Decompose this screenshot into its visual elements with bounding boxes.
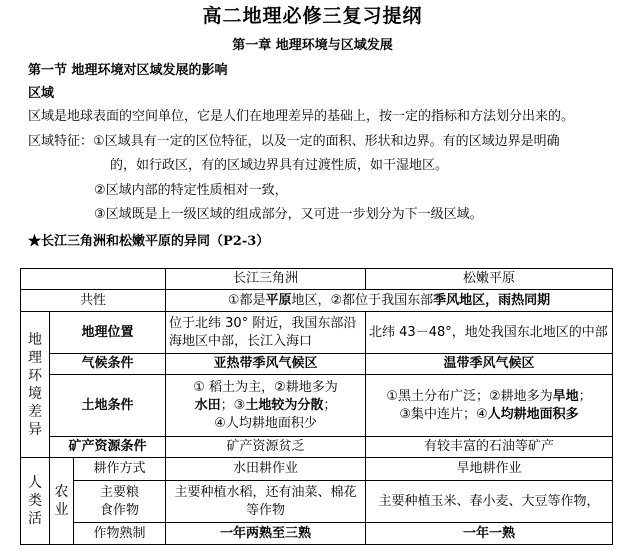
region-definition: 区域是地球表面的空间单位，它是人们在地理差异的基础上，按一定的指标和方法划分出来的。 — [28, 109, 575, 124]
comparison-table — [20, 268, 613, 545]
header-songnen: 松嫩平原 — [366, 269, 613, 290]
ripening-label: 作物熟制 — [74, 523, 166, 545]
common-label: 共性 — [21, 290, 166, 312]
feature-1a: ①区域具有一定的区位特征，以及一定的面积、形状和边界。有的区域边界是明确 — [93, 134, 560, 149]
feature-3: ③区域既是上一级区域的组成部分，又可进一步划分为下一级区域。 — [94, 207, 483, 222]
document-title: 高二地理必修三复习提纲 — [202, 5, 423, 27]
group-agriculture: 农 业 — [50, 458, 74, 545]
group-env-diff: 地 理 环 境 差 异 — [21, 312, 50, 458]
climate-label: 气候条件 — [50, 354, 166, 375]
table-row-common — [21, 290, 613, 312]
table-row-climate — [21, 354, 613, 375]
location-yangtze: 位于北纬 30° 附近，我国东部沿海地区中部，长江入海口 — [166, 312, 366, 354]
group-human-activity: 人 类 活 — [21, 458, 50, 545]
table-header-row — [21, 269, 613, 290]
location-songnen: 北纬 43－48°，地处我国东北地区的中部 — [366, 312, 613, 354]
table-row-mineral — [21, 437, 613, 458]
table-row-land — [21, 375, 613, 437]
ripening-songnen: 一年一熟 — [366, 523, 613, 545]
crops-songnen: 主要种植玉米、春小麦、大豆等作物， — [366, 481, 613, 523]
mineral-yangtze: 矿产资源贫乏 — [166, 437, 366, 458]
feature-2: ②区域内部的特定性质相对一致， — [94, 183, 288, 198]
farming-songnen: 旱地耕作业 — [366, 458, 613, 481]
land-yangtze: ① 稻土为主，②耕地多为 水田；③土地较为分散； ④人均耕地面积少 — [166, 375, 366, 437]
table-row-crops — [21, 481, 613, 523]
chapter-heading: 第一章 地理环境与区域发展 — [232, 38, 393, 53]
table-row-ripening — [21, 523, 613, 545]
topic-heading: 区域 — [28, 86, 55, 101]
region-features-line-1 — [28, 132, 560, 152]
section-heading: 第一节 地理环境对区域发展的影响 — [28, 63, 228, 78]
climate-songnen: 温带季风气候区 — [366, 354, 613, 375]
table-row-farming — [21, 458, 613, 481]
mineral-songnen: 有较丰富的石油等矿产 — [366, 437, 613, 458]
location-label: 地理位置 — [50, 312, 166, 354]
climate-yangtze: 亚热带季风气候区 — [166, 354, 366, 375]
land-songnen: ①黑土分布广泛；②耕地多为旱地； ③集中连片；④人均耕地面积多 — [366, 375, 613, 437]
crops-yangtze: 主要种植水稻，还有油菜、棉花等作物 — [166, 481, 366, 523]
comparison-heading: ★长江三角洲和松嫩平原的异同（P2-3） — [28, 234, 270, 249]
farming-label: 耕作方式 — [74, 458, 166, 481]
common-value: ①都是平原地区，②都位于我国东部季风地区，雨热同期 — [166, 290, 613, 312]
land-label: 土地条件 — [50, 375, 166, 437]
features-label: 区域特征： — [28, 134, 94, 149]
table-row-location — [21, 312, 613, 354]
header-empty-cell — [21, 269, 166, 290]
header-yangtze: 长江三角洲 — [166, 269, 366, 290]
ripening-yangtze: 一年两熟至三熟 — [166, 523, 366, 545]
feature-1b: 的，如行政区，有的区域边界具有过渡性质，如干湿地区。 — [110, 158, 449, 173]
crops-label: 主要粮 食作物 — [74, 481, 166, 523]
farming-yangtze: 水田耕作业 — [166, 458, 366, 481]
mineral-label: 矿产资源条件 — [50, 437, 166, 458]
